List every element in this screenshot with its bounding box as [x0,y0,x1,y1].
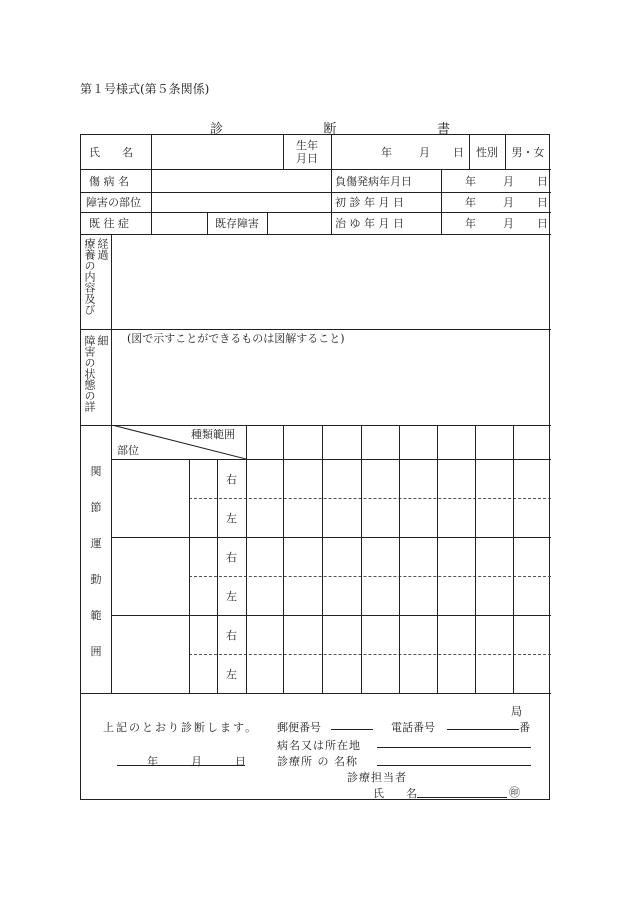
rom-group-divider [111,615,551,616]
rom-group-divider [111,537,551,538]
rom-right-label: 右 [226,550,237,564]
birth-label-line2: 月日 [296,152,318,165]
rom-header-site: 部位 [117,444,139,457]
first-visit-label: 初 診 年 月 日 [335,196,404,209]
rom-header-type: 種類範囲 [191,428,235,441]
rom-col-divider [399,425,400,693]
title-char: 断 [323,122,337,137]
form-number-label: 第１号様式(第５条関係) [80,82,210,96]
date-year-label: 年 [147,755,158,768]
state-label-col1: 細 [96,335,109,346]
certification-statement: 上記のとおり診断します。 [103,721,259,734]
onset-date-field[interactable] [441,169,551,192]
rom-title-char: 運 [90,537,102,550]
col-divider [151,135,152,234]
col-divider [331,135,332,234]
date-day-label: 日 [235,755,246,768]
cure-date-field[interactable] [441,212,551,234]
phone-label: 電話番号 [391,721,435,734]
disease-label: 傷 病 名 [89,174,129,188]
first-visit-year-label: 年 [465,196,476,209]
postal-code-field[interactable] [331,719,373,733]
existing-disability-label: 既存障害 [215,217,259,230]
state-note: (図で示すことができるものは図解すること) [127,332,345,345]
rom-right-label: 右 [226,472,237,486]
certification-date-field[interactable] [117,755,245,769]
first-visit-field[interactable] [441,192,551,212]
injury-site-label: 障害の部位 [86,196,141,209]
col-divider [441,169,442,234]
rom-left-label: 左 [226,589,237,603]
col-divider [207,212,208,234]
address-field[interactable] [377,737,531,751]
onset-year-label: 年 [465,174,476,188]
onset-month-label: 月 [503,174,514,188]
existing-disability-field[interactable] [267,212,331,234]
col-divider [267,212,268,234]
doctor-name-field[interactable] [417,787,507,801]
past-history-label: 既 往 症 [89,217,129,230]
clinic-name-field[interactable] [377,755,531,769]
postal-code-label: 郵便番号 [277,721,321,734]
birth-date-field[interactable] [331,135,467,169]
col-divider [505,135,506,169]
local-label: 局 [511,705,522,718]
onset-day-label: 日 [537,174,548,188]
rom-col-divider [283,425,284,693]
birth-year-label: 年 [381,146,392,159]
course-label-col1: 経過 [96,238,109,260]
rom-col-divider [361,425,362,693]
birth-month-label: 月 [419,146,430,159]
phone-field[interactable] [447,719,519,733]
state-field[interactable] [112,347,551,425]
past-history-field[interactable] [151,212,207,234]
rom-title [81,463,111,659]
col-divider [111,425,112,693]
row-divider [81,693,551,694]
phone-suffix: 番 [519,721,530,734]
birth-day-label: 日 [453,146,464,159]
rom-header-divider [111,459,551,460]
address-label: 病名又は所在地 [277,739,361,752]
col-divider [111,329,112,425]
cure-month-label: 月 [503,217,514,230]
date-month-label: 月 [191,755,202,768]
state-label-col2: 障害の状態の詳 [83,335,96,412]
rom-col-divider [437,425,438,693]
birth-label [283,135,331,169]
rom-col-divider [189,459,190,693]
first-visit-month-label: 月 [503,196,514,209]
col-divider [283,135,284,169]
sex-label: 性別 [476,146,498,159]
certificate-form [80,134,550,800]
name-label: 氏 名 [89,146,133,159]
rom-col-divider [475,425,476,693]
rom-left-label: 左 [226,511,237,525]
clinic-name-label: 診療所 の 名称 [277,755,358,768]
first-visit-day-label: 日 [537,196,548,209]
course-field[interactable] [112,234,551,329]
disease-field[interactable] [151,169,331,192]
title-char: 書 [436,122,450,137]
rom-col-divider [246,425,247,693]
cure-date-label: 治 ゆ 年 月 日 [335,217,404,230]
onset-date-label: 負傷発病年月日 [335,174,412,188]
seal-mark: ㊞ [509,786,520,799]
rom-left-label: 左 [226,667,237,681]
rom-title-char: 動 [90,573,102,586]
sex-value[interactable]: 男・女 [511,146,545,159]
rom-title-char: 関 [90,465,102,478]
birth-label-line1: 生年 [296,139,318,152]
rom-right-label: 右 [226,628,237,642]
doctor-label: 診療担当者 [347,771,407,784]
col-divider [469,135,470,169]
doctor-name-label: 氏 名 [373,787,417,800]
cure-year-label: 年 [465,217,476,230]
name-field[interactable] [151,135,283,169]
injury-site-field[interactable] [151,192,331,212]
cure-day-label: 日 [537,217,548,230]
col-divider [111,234,112,329]
title-char: 診 [210,122,224,137]
rom-title-char: 範 [90,609,102,622]
rom-title-char: 囲 [90,645,102,658]
rom-title-char: 節 [90,501,102,514]
rom-col-divider [322,425,323,693]
course-label-col2: 療養の内容及び [83,238,96,315]
rom-col-divider [513,425,514,693]
